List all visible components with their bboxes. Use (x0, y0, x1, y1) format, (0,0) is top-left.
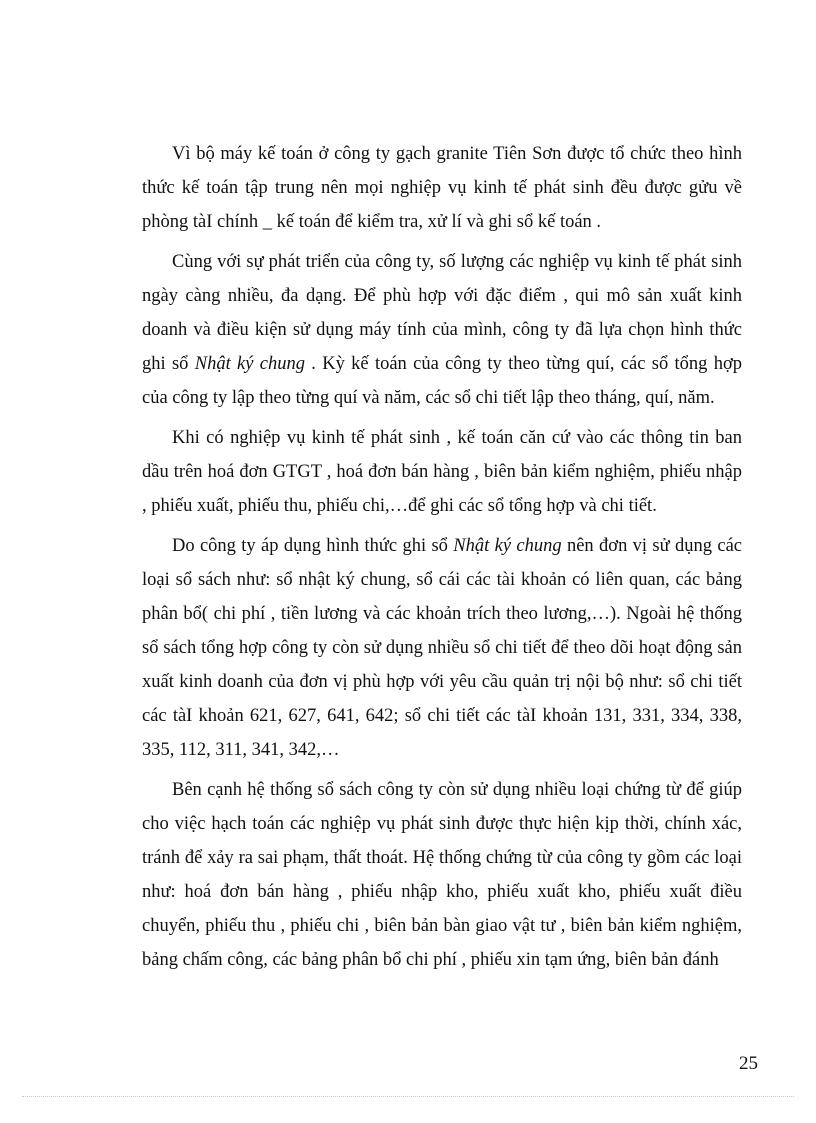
paragraph (142, 245, 742, 415)
text-line (142, 529, 742, 563)
document-body (142, 137, 742, 977)
italic-term: Nhật ký chung (453, 536, 562, 556)
text-line (142, 597, 742, 631)
text-line (142, 733, 742, 767)
text-line (142, 137, 742, 171)
text-line (142, 489, 742, 523)
paragraph (142, 773, 742, 977)
text-segment: dầu trên hoá đơn GTGT , hoá đơn bán hàng , biên bản kiểm nghiệm, phiếu nhập (142, 462, 742, 482)
text-segment: của công ty lập theo từng quí và năm, các sổ chi tiết lập theo tháng, quí, năm. (142, 388, 715, 408)
text-line (142, 665, 742, 699)
text-segment: . Kỳ kế toán của công ty theo từng quí, các sổ tổng hợp (304, 354, 743, 374)
text-line (142, 631, 742, 665)
text-line (142, 313, 742, 347)
text-segment: , phiếu xuất, phiếu thu, phiếu chi,…để ghi các sổ tổng hợp và chi tiết. (142, 496, 657, 516)
italic-term: Nhật ký chung (194, 354, 305, 374)
text-segment: thức kế toán tập trung nên mọi nghiệp vụ kinh tế phát sinh đều được gửu về (142, 178, 742, 198)
text-segment: Do công ty áp dụng hình thức ghi sổ (172, 536, 454, 556)
text-line (142, 455, 742, 489)
text-segment: như: hoá đơn bán hàng , phiếu nhập kho, phiếu xuất kho, phiếu xuất điều (142, 882, 742, 902)
paragraph (142, 137, 742, 239)
text-segment: Vì bộ máy kế toán ở công ty gạch granite Tiên Sơn được tổ chức theo hình (172, 144, 742, 164)
text-segment: nên đơn vị sử dụng các (561, 536, 743, 556)
paragraph (142, 529, 742, 767)
text-line (142, 347, 742, 381)
text-line (142, 421, 742, 455)
text-segment: phân bổ( chi phí , tiền lương và các khoản trích theo lương,…). Ngoài hệ thống (142, 604, 742, 624)
text-line (142, 563, 742, 597)
text-segment: xuất kinh doanh của đơn vị phù hợp với yêu cầu quản trị nội bộ như: sổ chi tiết (142, 672, 742, 692)
page-bottom-divider (22, 1096, 794, 1097)
text-segment: Khi có nghiệp vụ kinh tế phát sinh , kế toán căn cứ vào các thông tin ban (172, 428, 742, 448)
text-line (142, 205, 742, 239)
text-line (142, 171, 742, 205)
text-line (142, 943, 742, 977)
text-line (142, 841, 742, 875)
text-segment: chuyển, phiếu thu , phiếu chi , biên bản bàn giao vật tư , biên bản kiểm nghiệm, (142, 916, 742, 936)
text-line (142, 699, 742, 733)
text-segment: ngày càng nhiều, đa dạng. Để phù hợp với đặc điểm , qui mô sản xuất kinh (142, 286, 742, 306)
text-segment: tránh để xảy ra sai phạm, thất thoát. Hệ thống chứng từ của công ty gồm các loại (142, 848, 742, 868)
text-segment: sổ sách tổng hợp công ty còn sử dụng nhiều sổ chi tiết để theo dõi hoạt động sản (142, 638, 742, 658)
text-segment: 335, 112, 311, 341, 342,… (142, 740, 340, 760)
text-segment: ghi sổ (142, 354, 195, 374)
text-segment: Bên cạnh hệ thống sổ sách công ty còn sử dụng nhiều loại chứng từ để giúp (172, 780, 742, 800)
text-line (142, 875, 742, 909)
text-segment: doanh và điều kiện sử dụng máy tính của mình, công ty đã lựa chọn hình thức (142, 320, 742, 340)
text-segment: bảng chấm công, các bảng phân bổ chi phí , phiếu xin tạm ứng, biên bản đánh (142, 950, 719, 970)
text-segment: các tàI khoản 621, 627, 641, 642; sổ chi tiết các tàI khoản 131, 331, 334, 338, (142, 706, 742, 726)
text-segment: phòng tàI chính _ kế toán để kiểm tra, xử lí và ghi sổ kế toán . (142, 212, 602, 232)
paragraph (142, 421, 742, 523)
text-line (142, 773, 742, 807)
text-line (142, 279, 742, 313)
text-line (142, 909, 742, 943)
text-segment: cho việc hạch toán các nghiệp vụ phát sinh được thực hiện kịp thời, chính xác, (142, 814, 742, 834)
text-segment: Cùng với sự phát triển của công ty, số lượng các nghiệp vụ kinh tế phát sinh (172, 252, 742, 272)
text-line (142, 807, 742, 841)
text-line (142, 245, 742, 279)
text-segment: loại sổ sách như: sổ nhật ký chung, sổ cái các tài khoản có liên quan, các bảng (142, 570, 742, 590)
page-number: 25 (739, 1053, 758, 1074)
text-line (142, 381, 742, 415)
